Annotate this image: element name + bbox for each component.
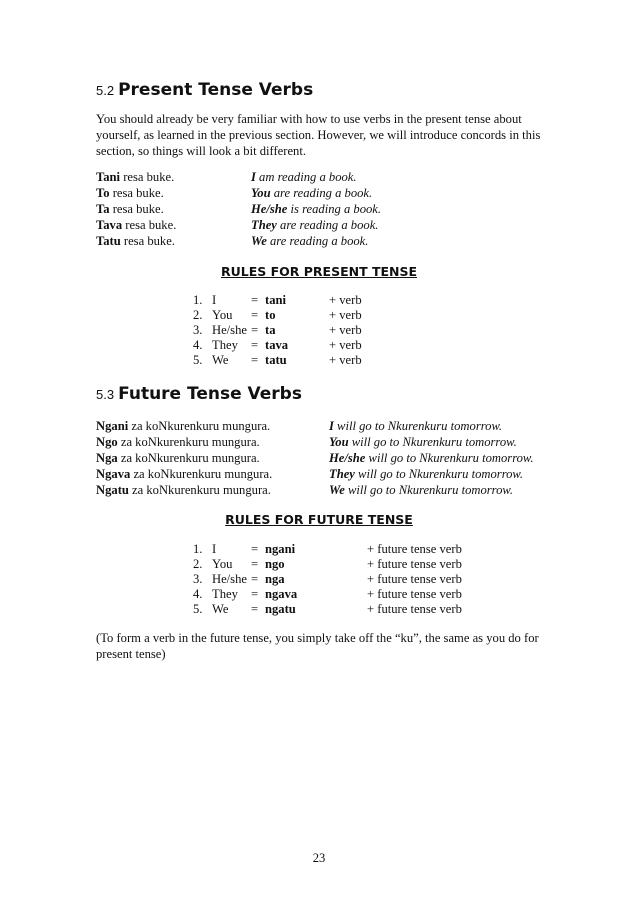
rule-equals: = [251, 323, 259, 337]
future-example-shona: Nga za koNkurenkuru mungura. [96, 451, 260, 465]
future-example-shona: Ngava za koNkurenkuru mungura. [96, 467, 273, 481]
rule-suffix: + future tense verb [367, 557, 462, 571]
rule-suffix: + future tense verb [367, 542, 462, 556]
rule-number: 2. [193, 557, 203, 571]
rule-concord: nga [265, 572, 285, 586]
rule-number: 1. [193, 293, 203, 307]
future-example-english: You will go to Nkurenkuru tomorrow. [329, 435, 517, 449]
rule-suffix: + future tense verb [367, 602, 462, 616]
present-example-english: They are reading a book. [251, 218, 379, 232]
rule-equals: = [251, 308, 259, 322]
present-example-english: I am reading a book. [251, 170, 357, 184]
rule-equals: = [251, 587, 259, 601]
rule-equals: = [251, 353, 259, 367]
present-rules-heading: RULES FOR PRESENT TENSE [220, 264, 418, 279]
rule-pronoun: You [212, 308, 233, 322]
rule-concord: to [265, 308, 276, 322]
future-rules-heading: RULES FOR FUTURE TENSE [225, 512, 413, 527]
rule-equals: = [251, 293, 259, 307]
future-example-shona: Ngo za koNkurenkuru mungura. [96, 435, 260, 449]
present-section-number: 5.2 [96, 83, 115, 98]
present-example-shona: Tatu resa buke. [96, 234, 175, 248]
rule-pronoun: They [212, 338, 238, 352]
rule-concord: ta [265, 323, 276, 337]
rule-concord: tani [265, 293, 286, 307]
present-example-english: We are reading a book. [251, 234, 369, 248]
present-intro-paragraph: You should already be very familiar with how to use verbs in the present tense about yourself, as learned in the previous section. However, we will introduce concords in this section, so things will look a bit different. [96, 112, 541, 158]
present-example-english: You are reading a book. [251, 186, 373, 200]
rule-number: 3. [193, 572, 203, 586]
present-section-heading [96, 80, 313, 100]
rule-suffix: + verb [329, 308, 362, 322]
rule-concord: tatu [265, 353, 287, 367]
future-example-english: I will go to Nkurenkuru tomorrow. [329, 419, 503, 433]
future-example-english: They will go to Nkurenkuru tomorrow. [329, 467, 524, 481]
present-example-shona: To resa buke. [96, 186, 164, 200]
future-example-english: He/she will go to Nkurenkuru tomorrow. [329, 451, 534, 465]
rule-suffix: + future tense verb [367, 587, 462, 601]
rule-number: 2. [193, 308, 203, 322]
future-example-shona: Ngani za koNkurenkuru mungura. [96, 419, 271, 433]
rule-pronoun: You [212, 557, 233, 571]
rule-concord: tava [265, 338, 289, 352]
present-example-english: He/she is reading a book. [251, 202, 382, 216]
rule-suffix: + verb [329, 338, 362, 352]
future-section-heading [96, 384, 302, 404]
rule-pronoun: I [212, 542, 217, 556]
future-section-title: Future Tense Verbs [118, 384, 302, 404]
rule-suffix: + verb [329, 353, 362, 367]
rule-number: 5. [193, 353, 203, 367]
present-example-shona: Tani resa buke. [96, 170, 175, 184]
rule-suffix: + future tense verb [367, 572, 462, 586]
future-example-shona: Ngatu za koNkurenkuru mungura. [96, 483, 271, 497]
rule-number: 4. [193, 338, 203, 352]
rule-pronoun: I [212, 293, 217, 307]
present-example-shona: Ta resa buke. [96, 202, 164, 216]
rule-equals: = [251, 542, 259, 556]
rule-pronoun: They [212, 587, 238, 601]
rule-pronoun: He/she [212, 572, 247, 586]
rule-equals: = [251, 557, 259, 571]
rule-concord: ngatu [265, 602, 296, 616]
rule-concord: ngo [265, 557, 285, 571]
rule-number: 3. [193, 323, 203, 337]
rule-concord: ngava [265, 587, 298, 601]
rule-equals: = [251, 338, 259, 352]
future-section-number: 5.3 [96, 387, 115, 402]
present-example-shona: Tava resa buke. [96, 218, 177, 232]
future-example-english: We will go to Nkurenkuru tomorrow. [329, 483, 514, 497]
page-number: 23 [312, 851, 326, 865]
present-section-title: Present Tense Verbs [118, 80, 314, 100]
rule-concord: ngani [265, 542, 296, 556]
rule-pronoun: He/she [212, 323, 247, 337]
rule-suffix: + verb [329, 293, 362, 307]
rule-suffix: + verb [329, 323, 362, 337]
rule-number: 1. [193, 542, 203, 556]
rule-equals: = [251, 602, 259, 616]
rule-equals: = [251, 572, 259, 586]
rule-pronoun: We [212, 353, 229, 367]
rule-number: 4. [193, 587, 203, 601]
rule-pronoun: We [212, 602, 229, 616]
rule-number: 5. [193, 602, 203, 616]
future-note: (To form a verb in the future tense, you simply take off the “ku”, the same as you do for present tense) [96, 631, 539, 661]
